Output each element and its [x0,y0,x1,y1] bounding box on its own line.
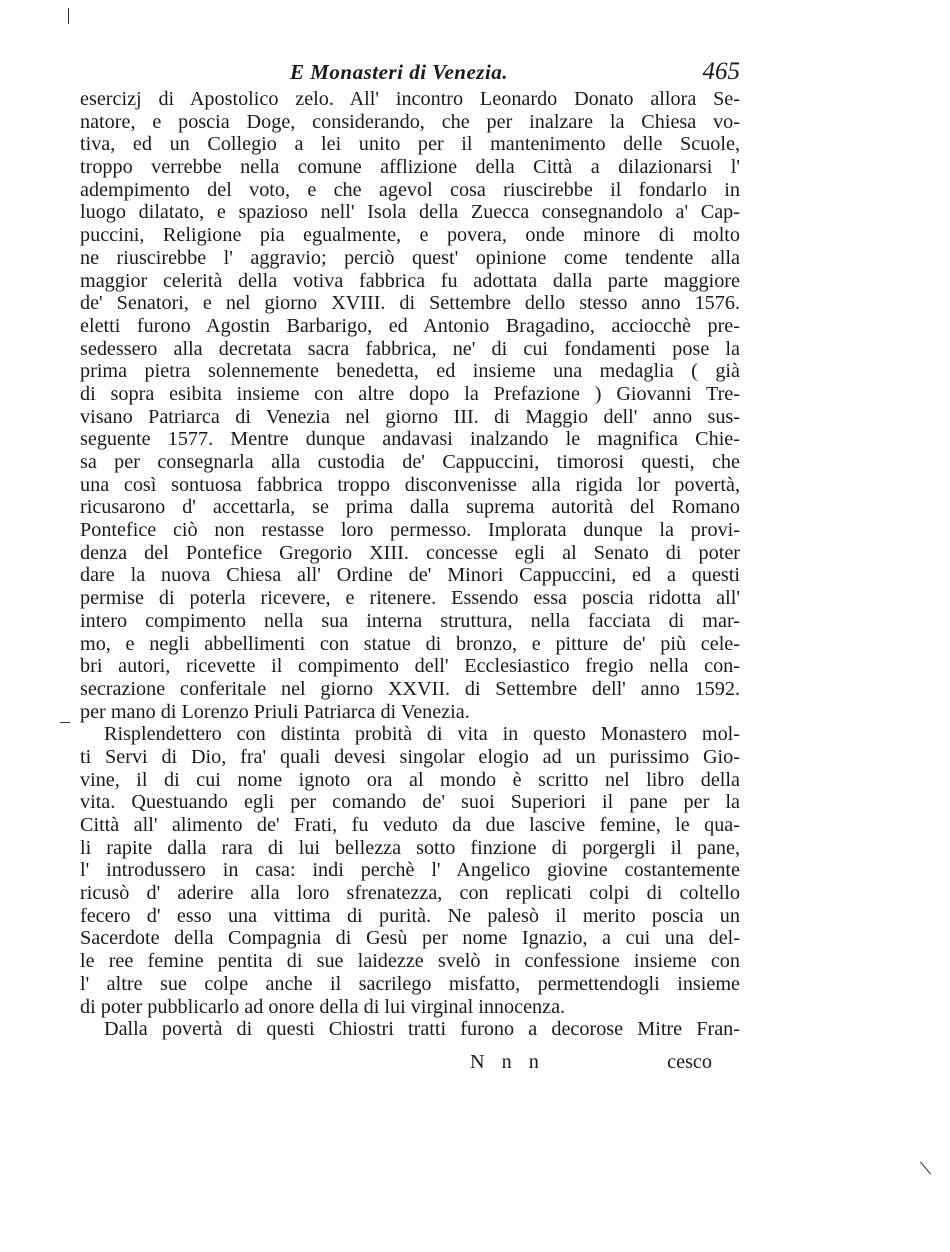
text-line: di poter pubblicarlo ad onore della di lui virginal innocenza. [80,995,566,1018]
text-line: li rapite dalla rara di lui bellezza sotto finzione di porgergli il pane, [80,836,740,859]
text-line: esercizj di Apostolico zelo. All' incontro Leonardo Donato allora Se- [80,88,740,110]
text-line: le ree femine pentita di sue laidezze svelò in confessione insieme con [80,950,740,973]
text-line: Dalla povertà di questi Chiostri tratti furono a decorose Mitre Fran- [104,1018,740,1041]
text-line: mo, e negli abbellimenti con statue di bronzo, e pitture de' più cele- [80,632,740,655]
text-line: Città all' alimento de' Frati, fu veduto da due lascive femine, le qua- [80,814,740,836]
text-line: puccini, Religione pia egualmente, e povera, onde minore di molto [80,224,740,247]
margin-mark-top [68,8,69,24]
text-line: ne riuscirebbe l' aggravio; perciò quest' opinione come tendente alla [80,246,740,269]
margin-mark-left [60,722,70,723]
text-line: ricusò d' aderire alla loro sfrenatezza, con replicati colpi di coltello [80,882,740,905]
text-line: sedessero alla decretata sacra fabbrica, ne' di cui fondamenti pose la [80,337,740,360]
body-text [80,88,740,1041]
text-line: l' altre sue colpe anche il sacrilego misfatto, permettendogli insieme [80,972,740,995]
running-head [80,60,740,90]
text-line: l' introdussero in casa: indi perchè l' Angelico giovine costantemente [80,859,740,882]
text-line: fecero d' esso una vittima di purità. Ne palesò il merito poscia un [80,904,740,927]
text-line: Pontefice ciò non restasse loro permesso. Implorata dunque la provi- [80,519,740,542]
text-line: prima pietra solennemente benedetta, ed insieme una medaglia ( già [80,360,740,383]
text-line: secrazione conferitale nel giorno XXVII. di Settembre dell' anno 1592. [80,677,740,700]
page-footer [80,1051,740,1077]
text-line: una così sontuosa fabbrica troppo disconvenisse alla rigida lor povertà, [80,473,740,496]
text-line: seguente 1577. Mentre dunque andavasi inalzando le magnifica Chie- [80,428,740,451]
text-line: adempimento del voto, e che agevol cosa riuscirebbe il fondarlo in [80,178,740,201]
margin-mark-right [920,1162,931,1175]
text-line: bri autori, ricevette il compimento dell' Ecclesiastico fregio nella con- [80,655,740,678]
text-line: natore, e poscia Doge, considerando, che per inalzare la Chiesa vo- [80,110,740,133]
text-line: luogo dilatato, e spazioso nell' Isola della Zuecca consegnandolo a' Cap- [80,201,740,224]
text-line: Risplendettero con distinta probità di vita in questo Monastero mol- [104,723,740,746]
text-line: intero compimento nella sua interna struttura, nella facciata di mar- [80,609,740,632]
text-line: ricusarono d' accettarla, se prima dalla suprema autorità del Romano [80,496,740,519]
text-line: sa per consegnarla alla custodia de' Cappuccini, timorosi questi, che [80,451,740,473]
text-line: eletti furono Agostin Barbarigo, ed Antonio Bragadino, acciocchè pre- [80,314,740,337]
catchword: cesco [667,1051,712,1073]
text-line: maggior celerità della votiva fabbrica fu adottata dalla parte maggiore [80,269,740,292]
text-line: per mano di Lorenzo Priuli Patriarca di Venezia. [80,700,470,723]
running-title: E Monasteri di Venezia. [290,60,509,84]
text-line: Sacerdote della Compagnia di Gesù per nome Ignazio, a cui una del- [80,927,740,950]
text-line: visano Patriarca di Venezia nel giorno III. di Maggio dell' anno sus- [80,405,740,428]
text-line: de' Senatori, e nel giorno XVIII. di Settembre dello stesso anno 1576. [80,292,740,315]
text-line: ti Servi di Dio, fra' quali devesi singolar elogio ad un purissimo Gio- [80,745,740,768]
text-line: tiva, ed un Collegio a lei unito per il mantenimento delle Scuole, [80,133,740,156]
text-line: troppo verrebbe nella comune afflizione della Città a dilazionarsi l' [80,156,740,179]
page-number: 465 [702,58,740,85]
text-line: denza del Pontefice Gregorio XIII. concesse egli al Senato di poter [80,541,740,564]
text-line: di sopra esibita insieme con altre dopo la Prefazione ) Giovanni Tre- [80,382,740,405]
text-line: dare la nuova Chiesa all' Ordine de' Minori Cappuccini, ed a questi [80,564,740,587]
text-line: permise di poterla ricevere, e ritenere. Essendo essa poscia ridotta all' [80,587,740,610]
text-line: vita. Questuando egli per comando de' suoi Superiori il pane per la [80,791,740,814]
text-line: vine, il di cui nome ignoto ora al mondo è scritto nel libro della [80,768,740,791]
signature-mark: N n n [470,1051,545,1073]
